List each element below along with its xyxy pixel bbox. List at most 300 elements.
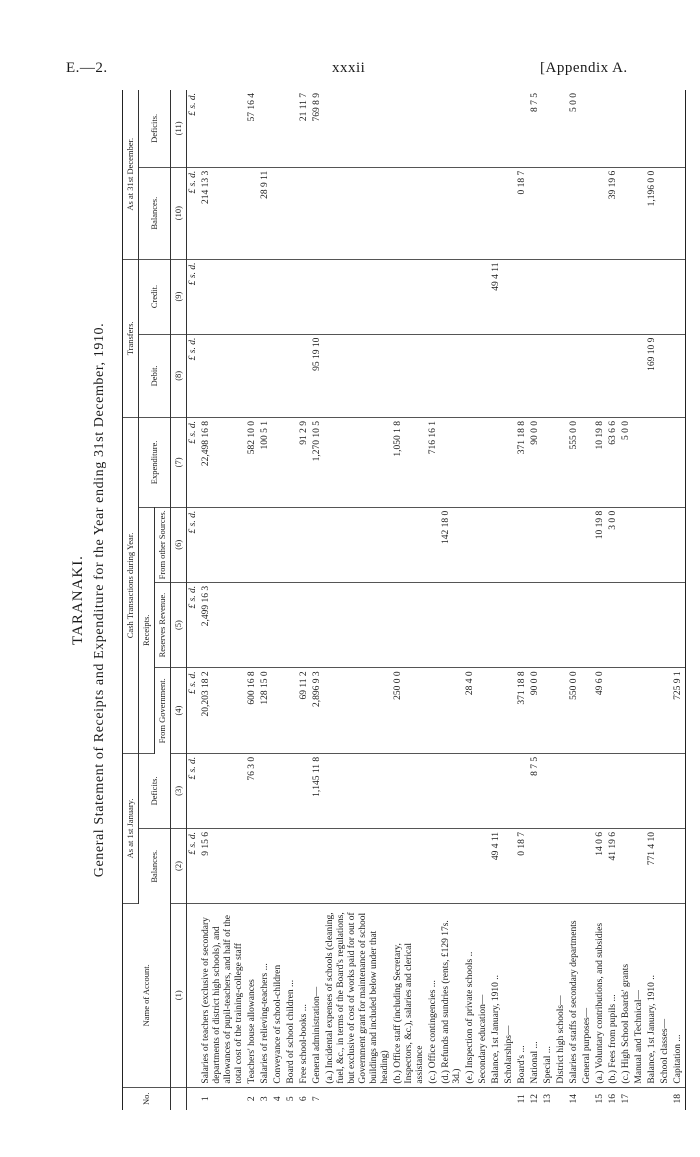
amount-cell (542, 753, 555, 828)
page-ref-left: E.—2. (66, 60, 108, 76)
col-expenditure: Expenditure. (139, 418, 171, 508)
col-number: (7) (171, 418, 187, 508)
amount-cell (440, 753, 464, 828)
currency-label: £ s. d. (187, 507, 201, 582)
account-name: (a.) Incidental expenses of schools (cleaning, fuel, &c., in terms of the Board's regulations, but exclusive of cost of works paid for out of Government grant for maintenance of school buildings and included below under that heading) (324, 904, 392, 1088)
account-name: Capitation ... (672, 904, 686, 1088)
amount-cell (516, 507, 529, 582)
amount-cell (633, 90, 646, 167)
amount-cell: 49 4 11 (490, 828, 503, 903)
amount-cell (246, 828, 259, 903)
table-row (633, 90, 646, 1110)
amount-cell (272, 167, 285, 259)
amount-cell (633, 259, 646, 334)
amount-cell (259, 828, 272, 903)
statement-body (187, 90, 686, 1110)
amount-cell (620, 259, 633, 334)
table-row (477, 90, 490, 1110)
amount-cell (392, 507, 427, 582)
amount-cell (324, 668, 392, 754)
row-number (464, 1087, 477, 1110)
amount-cell: 49 4 11 (490, 259, 503, 334)
amount-cell (285, 167, 298, 259)
currency-label: £ s. d. (187, 90, 201, 167)
table-row (490, 90, 503, 1110)
amount-cell (529, 259, 542, 334)
col-credit: Credit. (139, 259, 171, 334)
table-row (259, 90, 272, 1110)
amount-cell (555, 418, 568, 508)
amount-cell (516, 753, 529, 828)
row-number: 15 (595, 1094, 605, 1104)
row-number: 13 (543, 1094, 553, 1104)
amount-cell (620, 90, 633, 167)
account-name: Secondary education— (477, 904, 490, 1088)
table-row (272, 90, 285, 1110)
row-number: 17 (621, 1094, 631, 1104)
amount-cell (672, 167, 686, 259)
amount-cell (659, 167, 672, 259)
amount-cell (633, 334, 646, 417)
amount-cell (555, 668, 568, 754)
amount-cell (503, 668, 516, 754)
amount-cell: 8 7 5 (529, 90, 542, 167)
amount-cell (272, 90, 285, 167)
row-number: 18 (672, 1087, 686, 1110)
amount-cell (672, 507, 686, 582)
amount-cell: 169 10 9 (646, 334, 659, 417)
amount-cell (259, 582, 272, 668)
account-name: Balance, 1st January, 1910 .. (646, 904, 659, 1088)
amount-cell: 250 0 0 (392, 668, 427, 754)
amount-cell (324, 334, 392, 417)
account-name: Conveyance of school-children (272, 904, 285, 1088)
table-row (581, 90, 594, 1110)
amount-cell (581, 334, 594, 417)
amount-cell (392, 828, 427, 903)
amount-cell (646, 582, 659, 668)
amount-cell (581, 753, 594, 828)
account-name: (b.) Office staff (including Secretary, Inspectors, &c.), salaries and clerical assistance (392, 904, 427, 1088)
amount-cell: 550 0 0 (568, 668, 581, 754)
col-number: (9) (171, 259, 187, 334)
col-account-header: Name of Account. (123, 904, 171, 1088)
amount-cell (464, 418, 477, 508)
amount-cell (659, 507, 672, 582)
amount-cell (594, 259, 607, 334)
account-name: (c.) High School Boards' grants (620, 904, 633, 1088)
currency-row (187, 90, 201, 1110)
amount-cell (272, 507, 285, 582)
col-number: (1) (171, 904, 187, 1088)
row-number: 7 (312, 1096, 322, 1102)
amount-cell (594, 334, 607, 417)
amount-cell: 2,499 16 3 (200, 582, 246, 668)
amount-cell (633, 668, 646, 754)
table-row (200, 90, 246, 1110)
amount-cell (542, 828, 555, 903)
currency-label: £ s. d. (187, 418, 201, 508)
amount-cell (555, 90, 568, 167)
amount-cell (464, 167, 477, 259)
row-number: 2 (247, 1096, 257, 1102)
col-debit: Debit. (139, 334, 171, 417)
col-jan-deficits: Deficits. (139, 753, 171, 828)
col-other: From other Sources. (155, 507, 171, 582)
amount-cell: 371 18 8 (516, 668, 529, 754)
amount-cell (272, 828, 285, 903)
amount-cell: 100 5 1 (259, 418, 272, 508)
amount-cell (272, 582, 285, 668)
amount-cell (324, 753, 392, 828)
table-row (568, 90, 581, 1110)
group-transfers-header: Transfers. (123, 259, 139, 418)
amount-cell (440, 167, 464, 259)
amount-cell (464, 582, 477, 668)
account-name: (a.) Voluntary contributions, and subsidies (594, 904, 607, 1088)
amount-cell (659, 828, 672, 903)
amount-cell: 90 0 0 (529, 668, 542, 754)
amount-cell (477, 507, 490, 582)
table-row (392, 90, 427, 1110)
amount-cell (246, 582, 259, 668)
amount-cell (620, 167, 633, 259)
amount-cell: 28 4 0 (464, 668, 477, 754)
col-number: (11) (171, 90, 187, 167)
account-name: Salaries of staffs of secondary departments (568, 904, 581, 1088)
amount-cell (555, 334, 568, 417)
account-name: (c.) Office contingencies ... (427, 904, 440, 1088)
currency-label: £ s. d. (187, 828, 201, 903)
amount-cell (529, 582, 542, 668)
amount-cell (259, 90, 272, 167)
row-number (555, 1087, 568, 1110)
account-name: (b.) Fees from pupils ... (607, 904, 620, 1088)
amount-cell (516, 90, 529, 167)
amount-cell (324, 90, 392, 167)
amount-cell (581, 259, 594, 334)
amount-cell (477, 418, 490, 508)
amount-cell (594, 167, 607, 259)
amount-cell (464, 828, 477, 903)
amount-cell (440, 90, 464, 167)
row-number (440, 1087, 464, 1110)
amount-cell: 57 16 4 (246, 90, 259, 167)
amount-cell (285, 582, 298, 668)
amount-cell (568, 828, 581, 903)
amount-cell (464, 259, 477, 334)
region-title: TARANAKI. (70, 555, 86, 645)
amount-cell: 214 13 3 (200, 167, 246, 259)
amount-cell (285, 507, 298, 582)
amount-cell (311, 582, 324, 668)
col-number: (2) (171, 828, 187, 903)
amount-cell: 10 19 8 (594, 418, 607, 508)
col-number: (10) (171, 167, 187, 259)
col-reserves: Reserves Revenue. (155, 582, 171, 668)
amount-cell (285, 334, 298, 417)
amount-cell (285, 753, 298, 828)
group-jan-header: As at 1st January. (123, 753, 139, 903)
amount-cell (542, 167, 555, 259)
row-number (427, 1087, 440, 1110)
amount-cell (542, 418, 555, 508)
amount-cell (324, 167, 392, 259)
amount-cell (581, 828, 594, 903)
amount-cell (298, 507, 311, 582)
amount-cell (659, 753, 672, 828)
currency-label: £ s. d. (187, 334, 201, 417)
amount-cell: 69 11 2 (298, 668, 311, 754)
currency-label: £ s. d. (187, 753, 201, 828)
amount-cell (503, 90, 516, 167)
col-number: (8) (171, 334, 187, 417)
amount-cell: 1,145 11 8 (311, 753, 324, 828)
amount-cell (503, 418, 516, 508)
amount-cell (659, 90, 672, 167)
amount-cell (633, 418, 646, 508)
currency-label: £ s. d. (187, 582, 201, 668)
amount-cell (392, 90, 427, 167)
amount-cell (672, 582, 686, 668)
amount-cell (672, 334, 686, 417)
amount-cell (503, 753, 516, 828)
amount-cell (607, 753, 620, 828)
table-row (620, 90, 633, 1110)
amount-cell (272, 668, 285, 754)
amount-cell: 28 9 11 (259, 167, 272, 259)
amount-cell: 21 11 7 (298, 90, 311, 167)
amount-cell (298, 334, 311, 417)
row-number: 16 (608, 1094, 618, 1104)
account-name: Board's ... (516, 904, 529, 1088)
amount-cell (659, 334, 672, 417)
amount-cell (581, 418, 594, 508)
amount-cell (285, 90, 298, 167)
group-receipts-header: Receipts. (139, 507, 155, 753)
amount-cell (440, 334, 464, 417)
amount-cell (490, 167, 503, 259)
amount-cell: 771 4 10 (646, 828, 659, 903)
row-number: 4 (273, 1096, 283, 1102)
account-name: (e.) Inspection of private schools .. (464, 904, 477, 1088)
amount-cell (672, 828, 686, 903)
amount-cell (568, 507, 581, 582)
table-row (503, 90, 516, 1110)
table-row (440, 90, 464, 1110)
table-row (659, 90, 672, 1110)
amount-cell: 91 2 9 (298, 418, 311, 508)
amount-cell (440, 582, 464, 668)
amount-cell (646, 259, 659, 334)
amount-cell (607, 582, 620, 668)
amount-cell (285, 668, 298, 754)
amount-cell: 90 0 0 (529, 418, 542, 508)
amount-cell (272, 753, 285, 828)
amount-cell: 3 0 0 (607, 507, 620, 582)
amount-cell (200, 753, 246, 828)
amount-cell (633, 753, 646, 828)
amount-cell (477, 582, 490, 668)
row-number (659, 1087, 672, 1110)
amount-cell (272, 259, 285, 334)
row-number (392, 1087, 427, 1110)
amount-cell: 0 18 7 (516, 828, 529, 903)
amount-cell (200, 259, 246, 334)
account-name: General purposes— (581, 904, 594, 1088)
amount-cell (427, 90, 440, 167)
amount-cell (516, 582, 529, 668)
amount-cell (392, 334, 427, 417)
amount-cell (490, 334, 503, 417)
amount-cell (607, 668, 620, 754)
col-number: (5) (171, 582, 187, 668)
row-number: 1 (201, 1096, 211, 1102)
amount-cell (490, 90, 503, 167)
amount-cell (555, 582, 568, 668)
col-jan-balances: Balances. (139, 828, 171, 903)
amount-cell (581, 167, 594, 259)
amount-cell (272, 334, 285, 417)
amount-cell (427, 334, 440, 417)
amount-cell (246, 259, 259, 334)
amount-cell (477, 668, 490, 754)
amount-cell (568, 582, 581, 668)
amount-cell (672, 259, 686, 334)
amount-cell (440, 259, 464, 334)
amount-cell (311, 507, 324, 582)
amount-cell (646, 418, 659, 508)
amount-cell: 769 8 9 (311, 90, 324, 167)
amount-cell (259, 334, 272, 417)
amount-cell (659, 582, 672, 668)
account-name: School classes— (659, 904, 672, 1088)
amount-cell (503, 507, 516, 582)
amount-cell (490, 418, 503, 508)
amount-cell (581, 507, 594, 582)
amount-cell (503, 582, 516, 668)
table-row (464, 90, 477, 1110)
amount-cell (646, 507, 659, 582)
account-name: Special ... (542, 904, 555, 1088)
amount-cell (607, 259, 620, 334)
amount-cell (200, 90, 246, 167)
amount-cell (516, 259, 529, 334)
amount-cell (516, 334, 529, 417)
row-number (503, 1087, 516, 1110)
amount-cell (529, 507, 542, 582)
amount-cell: 20,203 18 2 (200, 668, 246, 754)
amount-cell (298, 582, 311, 668)
amount-cell (259, 753, 272, 828)
col-dec-deficits: Deficits. (139, 90, 171, 167)
account-name: Board of school children ... (285, 904, 298, 1088)
account-name: Balance, 1st January, 1910 .. (490, 904, 503, 1088)
amount-cell (620, 507, 633, 582)
amount-cell (477, 753, 490, 828)
amount-cell: 582 10 0 (246, 418, 259, 508)
row-number (646, 1087, 659, 1110)
amount-cell (581, 582, 594, 668)
col-number: (3) (171, 753, 187, 828)
amount-cell (427, 507, 440, 582)
amount-cell (542, 507, 555, 582)
amount-cell: 41 19 6 (607, 828, 620, 903)
amount-cell (646, 90, 659, 167)
amount-cell (529, 167, 542, 259)
account-name: Salaries of teachers (exclusive of secondary departments of district high schools), and allowances of pupil-teachers, and half of the total cost of the training-college staff (200, 904, 246, 1088)
amount-cell (427, 753, 440, 828)
amount-cell (607, 90, 620, 167)
account-name: Teachers' house allowances (246, 904, 259, 1088)
statement-table (122, 90, 686, 1110)
row-number (477, 1087, 490, 1110)
amount-cell (477, 334, 490, 417)
amount-cell (659, 259, 672, 334)
amount-cell (440, 668, 464, 754)
account-name: Manual and Technical— (633, 904, 646, 1088)
amount-cell (672, 418, 686, 508)
amount-cell (311, 259, 324, 334)
amount-cell: 1,270 10 5 (311, 418, 324, 508)
amount-cell (324, 582, 392, 668)
amount-cell (620, 828, 633, 903)
amount-cell (427, 582, 440, 668)
row-number (324, 1087, 392, 1110)
amount-cell (298, 828, 311, 903)
amount-cell (477, 828, 490, 903)
amount-cell: 49 6 0 (594, 668, 607, 754)
amount-cell (298, 259, 311, 334)
amount-cell (427, 167, 440, 259)
amount-cell (440, 418, 464, 508)
amount-cell (464, 90, 477, 167)
rotated-statement (70, 90, 683, 1110)
amount-cell (568, 259, 581, 334)
amount-cell: 142 18 0 (440, 507, 464, 582)
account-name: Salaries of relieving-teachers ... (259, 904, 272, 1088)
account-name: General administration— (311, 904, 324, 1088)
table-row (298, 90, 311, 1110)
row-number (633, 1087, 646, 1110)
col-dec-balances: Balances. (139, 167, 171, 259)
amount-cell (555, 259, 568, 334)
table-row (607, 90, 620, 1110)
table-row (311, 90, 324, 1110)
row-number: 11 (517, 1094, 527, 1104)
amount-cell (477, 259, 490, 334)
amount-cell (285, 259, 298, 334)
amount-cell: 716 16 1 (427, 418, 440, 508)
amount-cell (200, 334, 246, 417)
row-number: 5 (286, 1096, 296, 1102)
amount-cell (503, 259, 516, 334)
amount-cell (200, 507, 246, 582)
amount-cell (620, 753, 633, 828)
amount-cell: 14 0 6 (594, 828, 607, 903)
amount-cell (490, 507, 503, 582)
amount-cell (427, 668, 440, 754)
amount-cell (324, 828, 392, 903)
table-row (555, 90, 568, 1110)
amount-cell (246, 507, 259, 582)
amount-cell: 0 18 7 (516, 167, 529, 259)
amount-cell (298, 167, 311, 259)
col-number: (4) (171, 668, 187, 754)
amount-cell: 76 3 0 (246, 753, 259, 828)
amount-cell: 9 15 6 (200, 828, 246, 903)
amount-cell (568, 334, 581, 417)
